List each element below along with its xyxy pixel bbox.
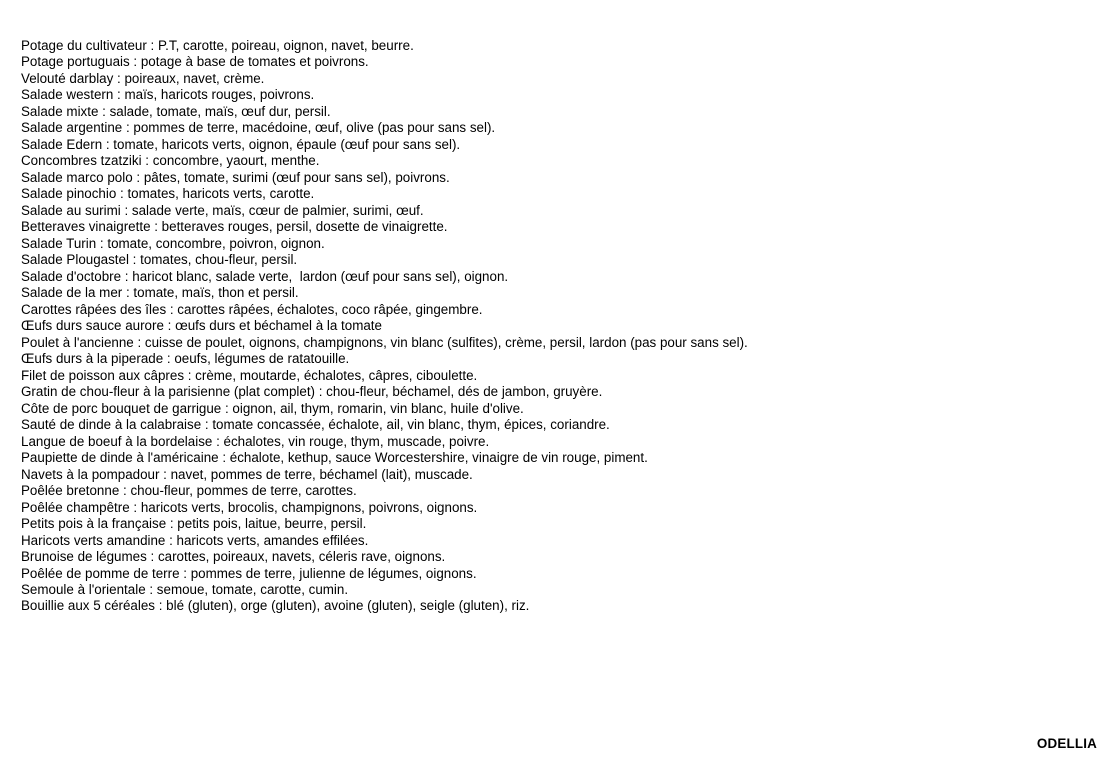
- list-item: Poêlée champêtre : haricots verts, brocolis, champignons, poivrons, oignons.: [21, 499, 478, 515]
- list-item: Poêlée de pomme de terre : pommes de terre, julienne de légumes, oignons.: [21, 565, 477, 581]
- list-item: Concombres tzatziki : concombre, yaourt, menthe.: [21, 153, 320, 169]
- list-item: Poêlée bretonne : chou-fleur, pommes de terre, carottes.: [21, 483, 357, 499]
- list-item: Salade Plougastel : tomates, chou-fleur, persil.: [21, 252, 298, 268]
- list-item: Sauté de dinde à la calabraise : tomate concassée, échalote, ail, vin blanc, thym, épices, coriandre.: [21, 417, 610, 433]
- list-item: Potage du cultivateur : P.T, carotte, poireau, oignon, navet, beurre.: [21, 38, 414, 53]
- list-item: Salade pinochio : tomates, haricots verts, carotte.: [21, 186, 315, 202]
- list-item: Langue de boeuf à la bordelaise : échalotes, vin rouge, thym, muscade, poivre.: [21, 433, 490, 449]
- list-item: Salade Turin : tomate, concombre, poivron, oignon.: [21, 235, 325, 251]
- list-item: Carottes râpées des îles : carottes râpées, échalotes, coco râpée, gingembre.: [21, 301, 483, 317]
- list-item: Gratin de chou-fleur à la parisienne (plat complet) : chou-fleur, béchamel, dés de jambon, gruyère.: [21, 384, 603, 400]
- list-item: Œufs durs à la piperade : oeufs, légumes de ratatouille.: [21, 351, 350, 367]
- list-item: Petits pois à la française : petits pois, laitue, beurre, persil.: [21, 516, 367, 532]
- list-item: Haricots verts amandine : haricots verts, amandes effilées.: [21, 532, 369, 548]
- list-item: Côte de porc bouquet de garrigue : oignon, ail, thym, romarin, vin blanc, huile d'olive.: [21, 400, 524, 416]
- list-item: Poulet à l'ancienne : cuisse de poulet, oignons, champignons, vin blanc (sulfites), crème, persil, lardon (pas pour sans sel).: [21, 334, 748, 350]
- list-item: Navets à la pompadour : navet, pommes de terre, béchamel (lait), muscade.: [21, 466, 473, 482]
- list-item: Œufs durs sauce aurore : œufs durs et béchamel à la tomate: [21, 318, 382, 334]
- footer-brand: ODELLIA: [1036, 736, 1097, 751]
- list-item: Salade argentine : pommes de terre, macédoine, œuf, olive (pas pour sans sel).: [21, 120, 496, 136]
- list-item: Salade mixte : salade, tomate, maïs, œuf dur, persil.: [21, 103, 331, 119]
- list-item: Betteraves vinaigrette : betteraves rouges, persil, dosette de vinaigrette.: [21, 219, 448, 235]
- recipe-ingredients-list: [21, 38, 748, 615]
- list-item: Brunoise de légumes : carottes, poireaux, navets, céleris rave, oignons.: [21, 549, 446, 565]
- list-item: Filet de poisson aux câpres : crème, moutarde, échalotes, câpres, ciboulette.: [21, 367, 478, 383]
- list-item: Salade Edern : tomate, haricots verts, oignon, épaule (œuf pour sans sel).: [21, 136, 461, 152]
- list-item: Paupiette de dinde à l'américaine : échalote, kethup, sauce Worcestershire, vinaigre de vin rouge, piment.: [21, 450, 648, 466]
- list-item: Salade marco polo : pâtes, tomate, surimi (œuf pour sans sel), poivrons.: [21, 169, 450, 185]
- list-item: Salade western : maïs, haricots rouges, poivrons.: [21, 87, 315, 103]
- list-item: Salade au surimi : salade verte, maïs, cœur de palmier, surimi, œuf.: [21, 202, 424, 218]
- list-item: Velouté darblay : poireaux, navet, crème.: [21, 70, 265, 86]
- list-item: Salade de la mer : tomate, maïs, thon et persil.: [21, 285, 299, 301]
- list-item: Bouillie aux 5 céréales : blé (gluten), orge (gluten), avoine (gluten), seigle (gluten), riz.: [21, 598, 530, 614]
- list-item: Salade d'octobre : haricot blanc, salade verte, lardon (œuf pour sans sel), oignon.: [21, 268, 509, 284]
- list-item: Potage portuguais : potage à base de tomates et poivrons.: [21, 54, 369, 70]
- list-item: Semoule à l'orientale : semoue, tomate, carotte, cumin.: [21, 581, 349, 597]
